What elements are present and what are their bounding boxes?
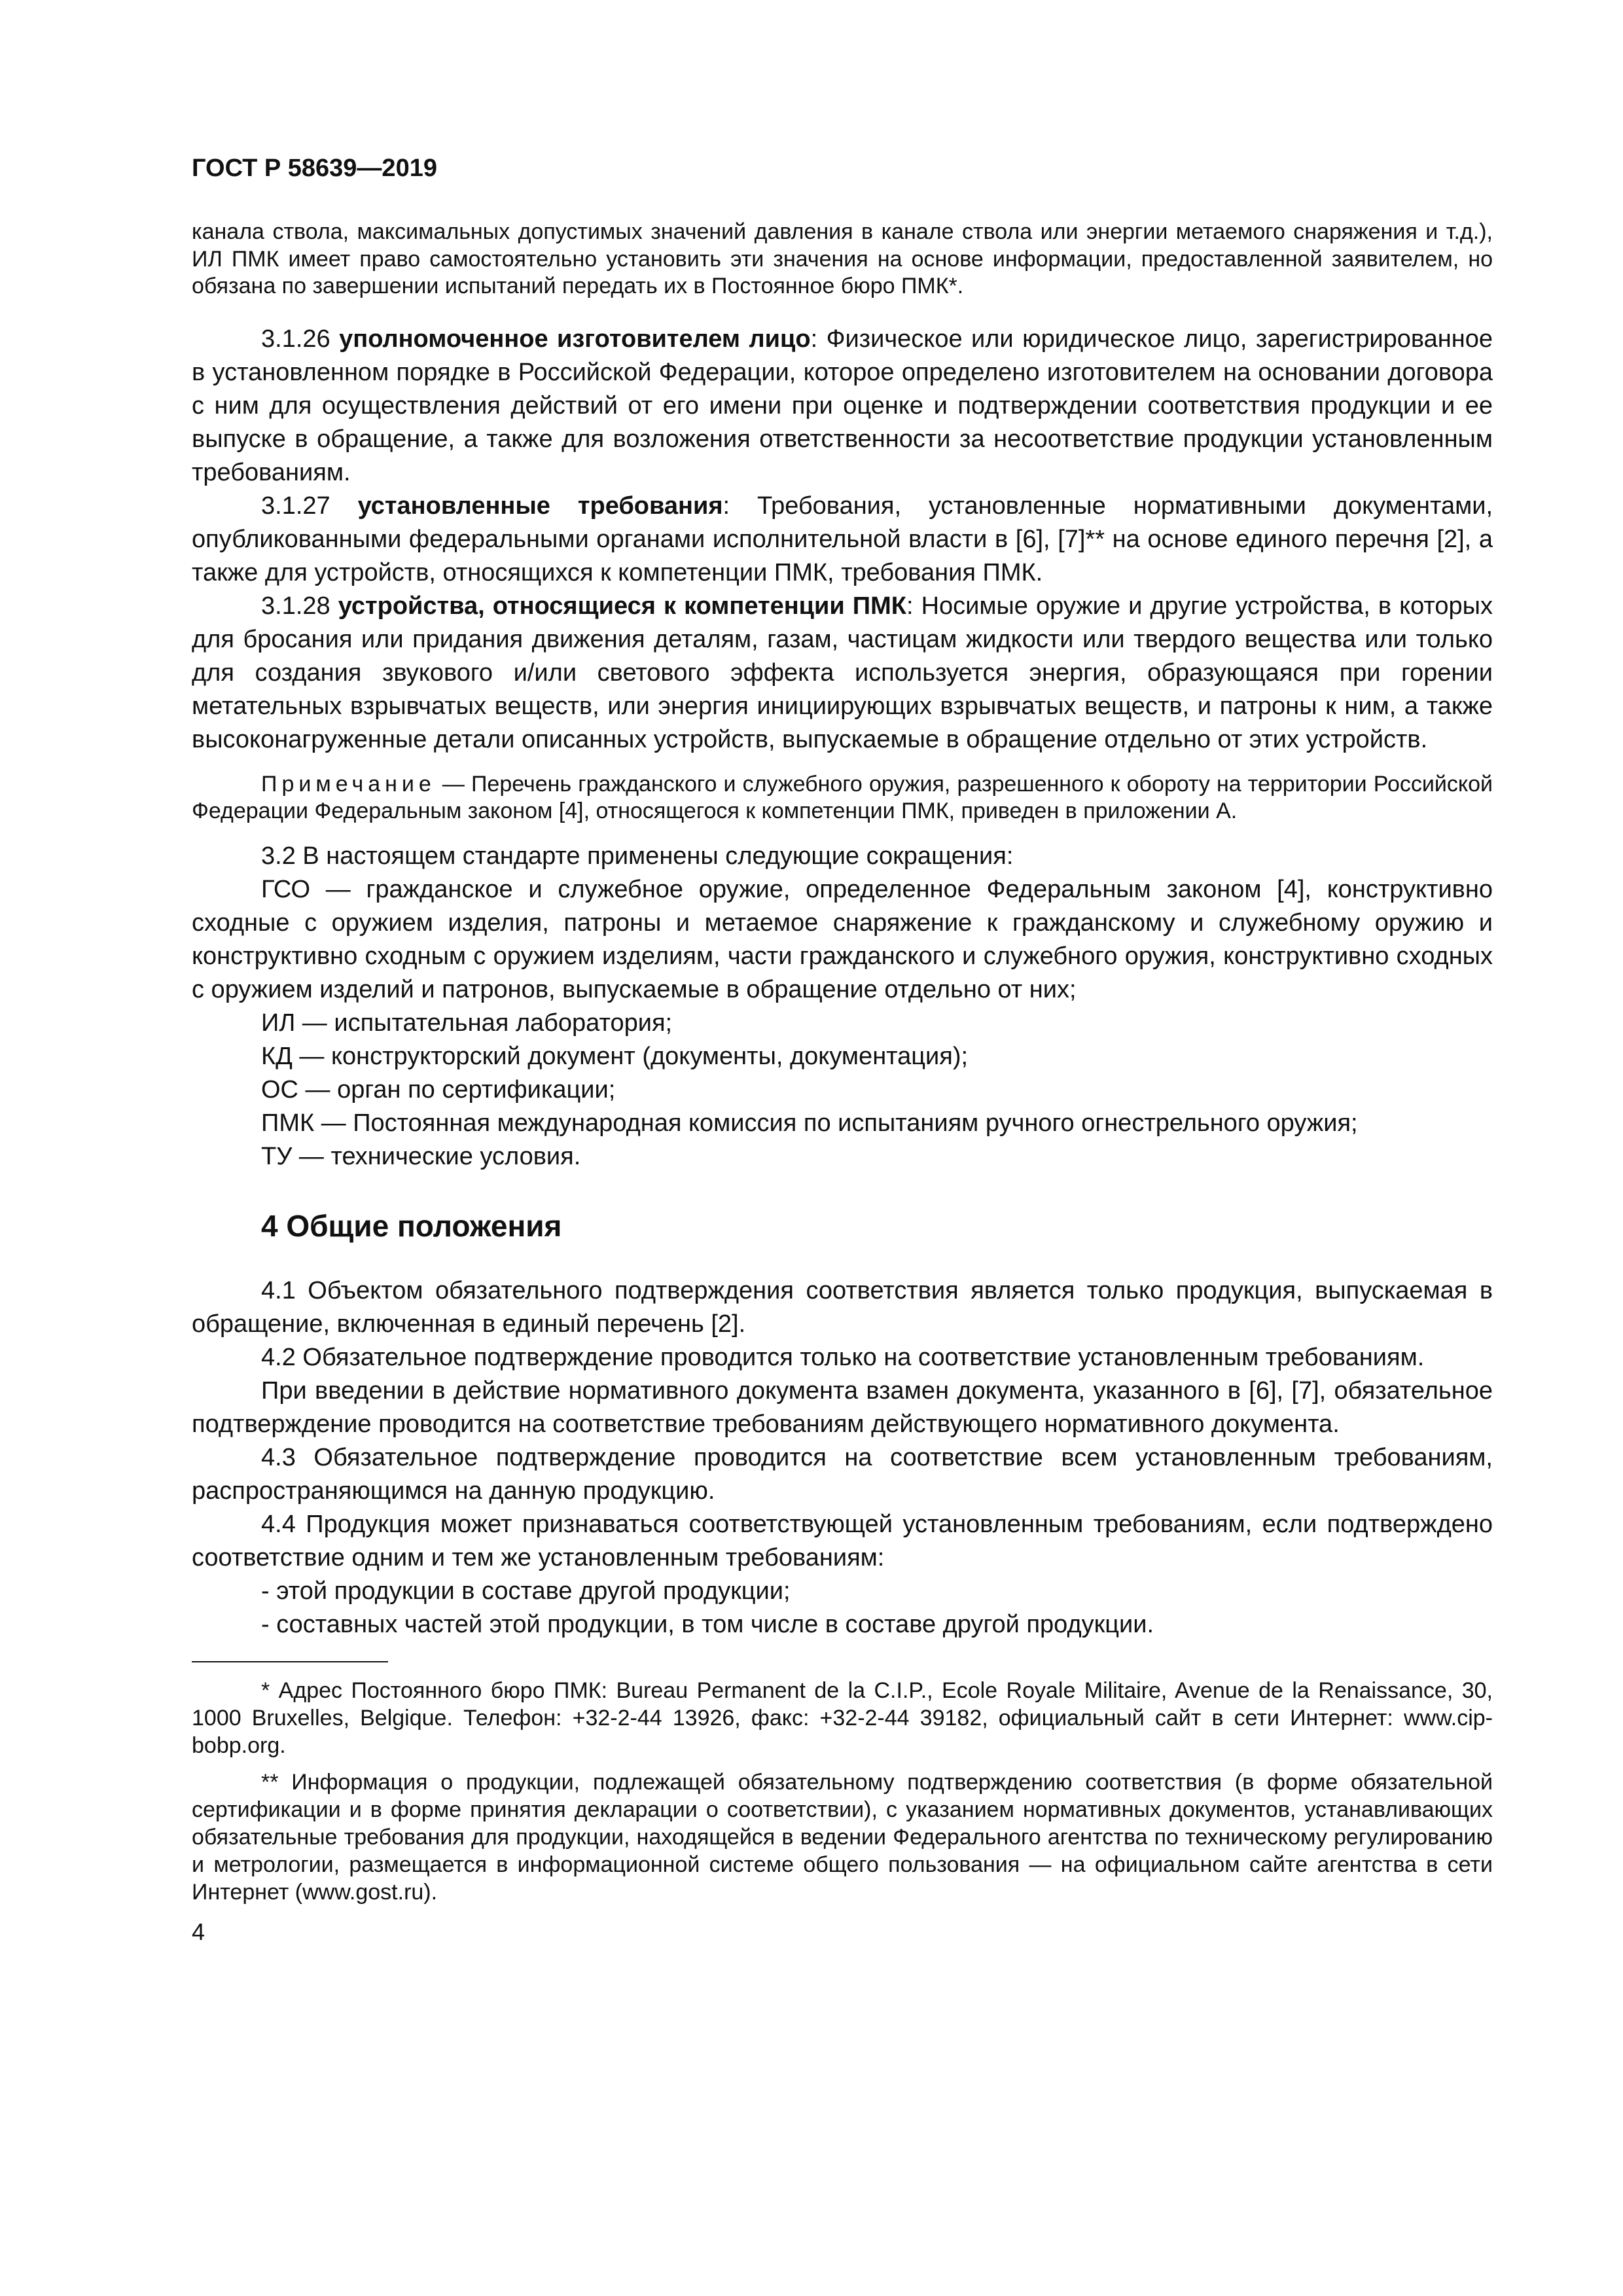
- abbrev-item: ПМК — Постоянная международная комиссия по испытаниям ручного огнестрельного оружия;: [261, 1109, 1358, 1137]
- term-name: устройства, относящиеся к компетенции ПМК: [338, 592, 906, 620]
- footnote: [192, 1768, 1493, 1906]
- term-number: 3.1.27: [261, 492, 330, 520]
- term-3-1-26: [192, 323, 1493, 490]
- note-paragraph: [192, 771, 1493, 825]
- term-number: 3.1.26: [261, 325, 330, 353]
- term-number: 3.1.28: [261, 592, 330, 620]
- footnote-text: Адрес Постоянного бюро ПМК: Bureau Permanent de la C.I.P., Ecole Royale Militaire, Avenue de la Renaissance, 30, 1000 Bruxelles, Belgique. Телефон: +32-2-44 13926, факс: +32-2-44 39182, официальный сайт в сети Интернет: www.cip-bobp.org.: [192, 1677, 1493, 1758]
- term-definition: : Носимые оружие и другие устройства, в которых для бросания или придания движения деталям, газам, частицам жидкости или твердого вещества или только для создания звукового и/или светового эффекта используется энергия, образующаяся при горении метательных взрывчатых веществ, или энергия инициирующих взрывчатых веществ, и патроны к ним, а также высоконагруженные детали описанных устройств, выпускаемые в обращение отдельно от этих устройств.: [192, 592, 1493, 753]
- document-page: [192, 152, 1493, 1946]
- page-number: 4: [192, 1918, 205, 1945]
- term-name: установленные требования: [357, 492, 723, 520]
- term-3-1-27: [192, 490, 1493, 590]
- abbrev-item: ОС — орган по сертификации;: [261, 1075, 616, 1103]
- section-paragraph: 4.4 Продукция может признаваться соответствующей установленным требованиям, если подтверждено соответствие одним и тем же установленным требованиям:: [192, 1510, 1493, 1571]
- intro-paragraph: канала ствола, максимальных допустимых значений давления в канале ствола или энергии метаемого снаряжения и т.д.), ИЛ ПМК имеет право самостоятельно установить эти значения на основе информации, предоставленной заявителем, но обязана по завершении испытаний передать их в Постоянное бюро ПМК*.: [192, 219, 1493, 298]
- abbrev-item: ГСО — гражданское и служебное оружие, определенное Федеральным законом [4], конструктивно сходные с оружием изделия, патроны и метаемое снаряжение к гражданскому и служебному оружию и конструктивно сходным с оружием изделиям, части гражданского и служебного оружия, конструктивно сходных с оружием изделий и патронов, выпускаемые в обращение отдельно от них;: [192, 875, 1493, 1003]
- abbrev-item: ИЛ — испытательная лаборатория;: [261, 1009, 673, 1037]
- section-paragraph: При введении в действие нормативного документа взамен документа, указанного в [6], [7], обязательное подтверждение проводится на соответствие требованиям действующего нормативного документа.: [192, 1376, 1493, 1438]
- standard-header: ГОСТ Р 58639—2019: [192, 154, 437, 182]
- footnote-mark: **: [261, 1769, 279, 1795]
- section-paragraph: 4.1 Объектом обязательного подтверждения соответствия является только продукция, выпускаемая в обращение, включенная в единый перечень [2].: [192, 1276, 1493, 1338]
- abbrev-item: КД — конструкторский документ (документы, документация);: [261, 1042, 969, 1070]
- abbrev-intro: 3.2 В настоящем стандарте применены следующие сокращения:: [261, 842, 1014, 870]
- section-paragraph: 4.2 Обязательное подтверждение проводится только на соответствие установленным требованиям.: [261, 1343, 1425, 1371]
- note-label: Примечание: [261, 771, 436, 797]
- footnote-mark: *: [261, 1677, 270, 1703]
- footnote-divider: [192, 1661, 388, 1662]
- section-paragraph: 4.3 Обязательное подтверждение проводится на соответствие всем установленным требованиям, распространяющимся на данную продукцию.: [192, 1443, 1493, 1505]
- section-heading: 4 Общие положения: [261, 1208, 562, 1243]
- footnote-text: Информация о продукции, подлежащей обязательному подтверждению соответствия (в форме обязательной сертификации и в форме принятия декларации о соответствии), с указанием нормативных документов, устанавливающих обязательные требования для продукции, находящейся в ведении Федерального агентства по техническому регулированию и метрологии, размещается в информационной системе общего пользования — на официальном сайте агентства в сети Интернет (www.gost.ru).: [192, 1769, 1493, 1905]
- term-definition: : Требования, установленные нормативными документами, опубликованными федеральными органами исполнительной власти в [6], [7]** на основе единого перечня [2], а также для устройств, относящихся к компетенции ПМК, требования ПМК.: [192, 492, 1493, 586]
- note-text: — Перечень гражданского и служебного оружия, разрешенного к обороту на территории Российской Федерации Федеральным законом [4], относящегося к компетенции ПМК, приведен в приложении А.: [192, 771, 1493, 823]
- term-name: уполномоченное изготовителем лицо: [339, 325, 811, 353]
- footnote: [192, 1677, 1493, 1759]
- term-definition: : Физическое или юридическое лицо, зарегистрированное в установленном порядке в Российской Федерации, которое определено изготовителем на основании договора с ним для осуществления действий от его имени при оценке и подтверждении соответствия продукции и ее выпуске в обращение, а также для возложения ответственности за несоответствие продукции установленным требованиям.: [192, 325, 1493, 486]
- list-item: - этой продукции в составе другой продукции;: [261, 1577, 791, 1605]
- abbrev-item: ТУ — технические условия.: [261, 1142, 581, 1170]
- list-item: - составных частей этой продукции, в том числе в составе другой продукции.: [261, 1610, 1154, 1638]
- term-3-1-28: [192, 590, 1493, 757]
